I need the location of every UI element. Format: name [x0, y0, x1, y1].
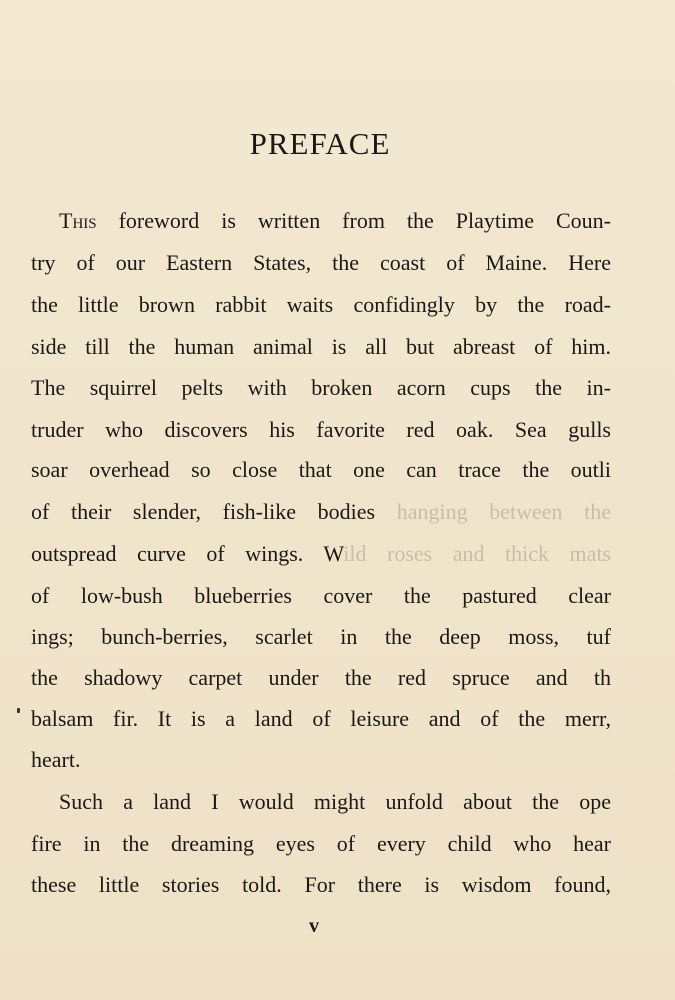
faded-text: ild roses and thick mats	[343, 541, 612, 566]
ink-speck	[17, 708, 20, 713]
page-number: v	[309, 915, 319, 937]
text-line: This foreword is written from the Playtime Coun-	[59, 208, 611, 233]
faded-text: hanging between the	[396, 499, 611, 524]
text-line: Such a land I would might unfold about the ope	[59, 789, 611, 814]
text-line: The squirrel pelts with broken acorn cups the in-	[31, 375, 611, 400]
text-line: outspread curve of wings. Wild roses and thick mats	[31, 541, 612, 566]
text-line: these little stories told. For there is wisdom found,	[31, 872, 611, 897]
text-line: try of our Eastern States, the coast of Maine. Here	[31, 250, 611, 275]
first-word: This	[59, 208, 97, 233]
text-line: of low-bush blueberries cover the pastured clear	[31, 583, 611, 608]
text-line: fire in the dreaming eyes of every child who hear	[31, 831, 611, 856]
text-line: side till the human animal is all but abreast of him.	[31, 334, 611, 359]
text-line: ings; bunch-berries, scarlet in the deep moss, tuf	[31, 624, 611, 649]
text-line: truder who discovers his favorite red oak. Sea gulls	[31, 417, 611, 442]
page-title: PREFACE	[249, 126, 391, 161]
text-line: of their slender, fish-like bodies hanging between the	[31, 499, 611, 524]
text-line: heart.	[31, 747, 81, 772]
text-line: the shadowy carpet under the red spruce and th	[31, 665, 611, 690]
text-line: the little brown rabbit waits confidingly by the road-	[31, 292, 611, 317]
text-line: balsam fir. It is a land of leisure and of the merr,	[31, 706, 611, 731]
text-line: soar overhead so close that one can trace the outli	[31, 457, 611, 482]
